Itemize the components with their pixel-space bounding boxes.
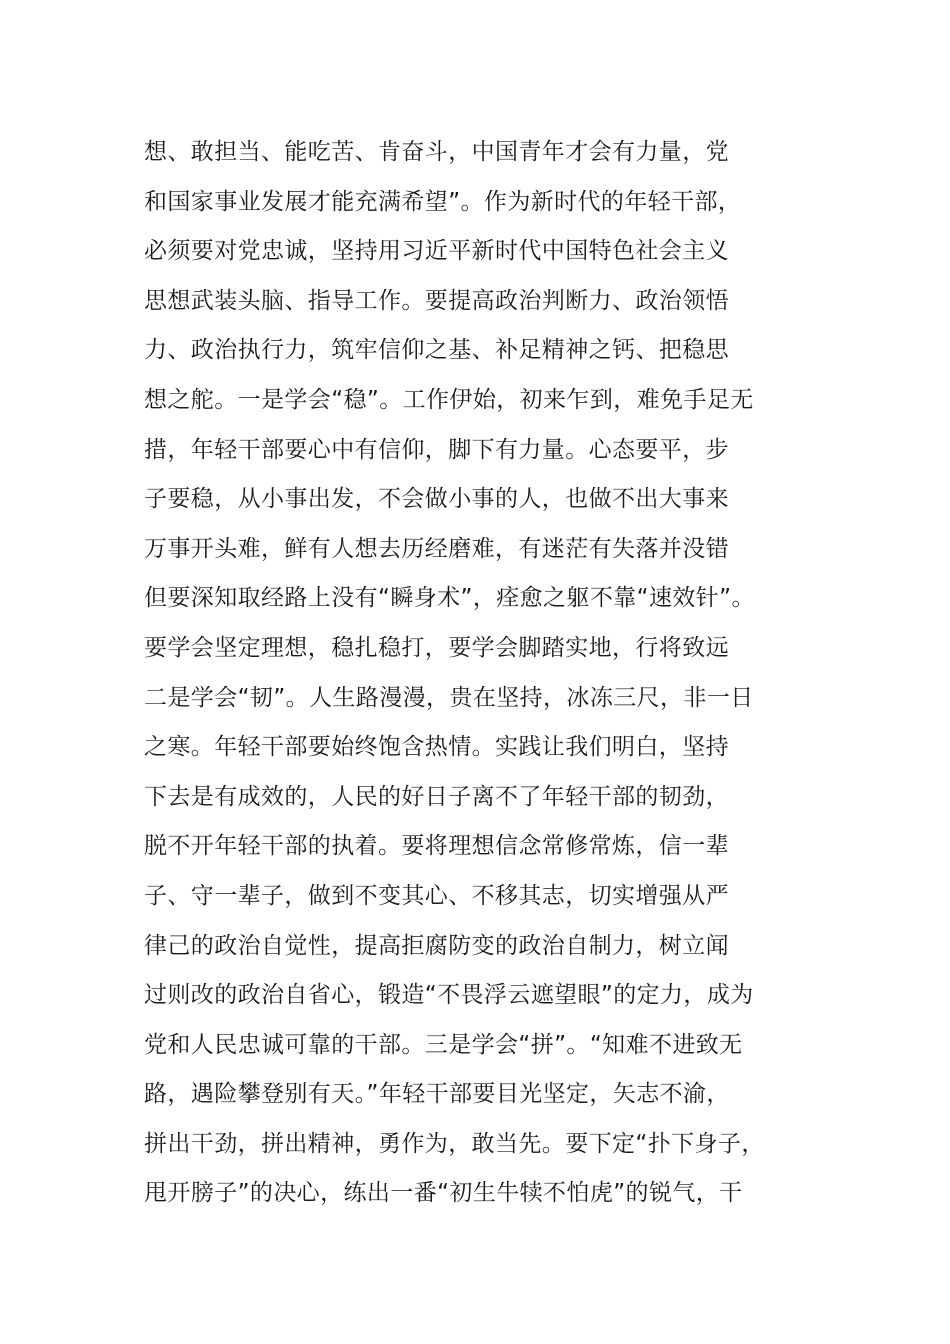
text-line: 下去是有成效的，人民的好日子离不了年轻干部的韧劲， [144,783,729,810]
text-line: 思想武装头脑、指导工作。要提高政治判断力、政治领悟 [144,287,729,314]
text-line: 过则改的政治自省心，锻造“不畏浮云遮望眼”的定力，成为 [144,982,754,1009]
text-line: 党和人民忠诚可靠的干部。三是学会“拼”。“知难不进致无 [144,1031,743,1058]
text-line: 和国家事业发展才能充满希望”。作为新时代的年轻干部， [144,188,742,215]
text-line: 路，遇险攀登别有天。”年轻干部要目光坚定，矢志不渝， [144,1081,730,1108]
text-line: 拼出干劲，拼出精神，勇作为，敢当先。要下定“扑下身子， [144,1130,765,1157]
text-line: 万事开头难，鲜有人想去历经磨难，有迷茫有失落并没错 [144,535,729,562]
text-line: 要学会坚定理想，稳扎稳打，要学会脚踏实地，行将致远 [144,634,729,661]
text-line: 想之舵。一是学会“稳”。工作伊始，初来乍到，难免手足无 [144,386,754,413]
text-line: 必须要对党忠诚，坚持用习近平新时代中国特色社会主义 [144,238,729,265]
text-line: 但要深知取经路上没有“瞬身术”，痊愈之躯不靠“速效针”。 [144,585,755,612]
text-line: 脱不开年轻干部的执着。要将理想信念常修常炼，信一辈 [144,833,729,860]
text-line: 律己的政治自觉性，提高拒腐防变的政治自制力，树立闻 [144,932,729,959]
text-line: 甩开膀子”的决心，练出一番“初生牛犊不怕虎”的锐气，干 [144,1180,743,1207]
body-text [144,128,844,1219]
text-line: 子要稳，从小事出发，不会做小事的人，也做不出大事来 [144,486,729,513]
text-line: 之寒。年轻干部要始终饱含热情。实践让我们明白，坚持 [144,734,729,761]
text-line: 力、政治执行力，筑牢信仰之基、补足精神之钙、把稳思 [144,337,729,364]
text-line: 想、敢担当、能吃苦、肯奋斗，中国青年才会有力量，党 [144,139,729,165]
text-line: 措，年轻干部要心中有信仰，脚下有力量。心态要平，步 [144,436,729,463]
text-line: 二是学会“韧”。人生路漫漫，贵在坚持，冰冻三尺，非一日 [144,684,754,711]
text-line: 子、守一辈子，做到不变其心、不移其志，切实增强从严 [144,882,729,909]
